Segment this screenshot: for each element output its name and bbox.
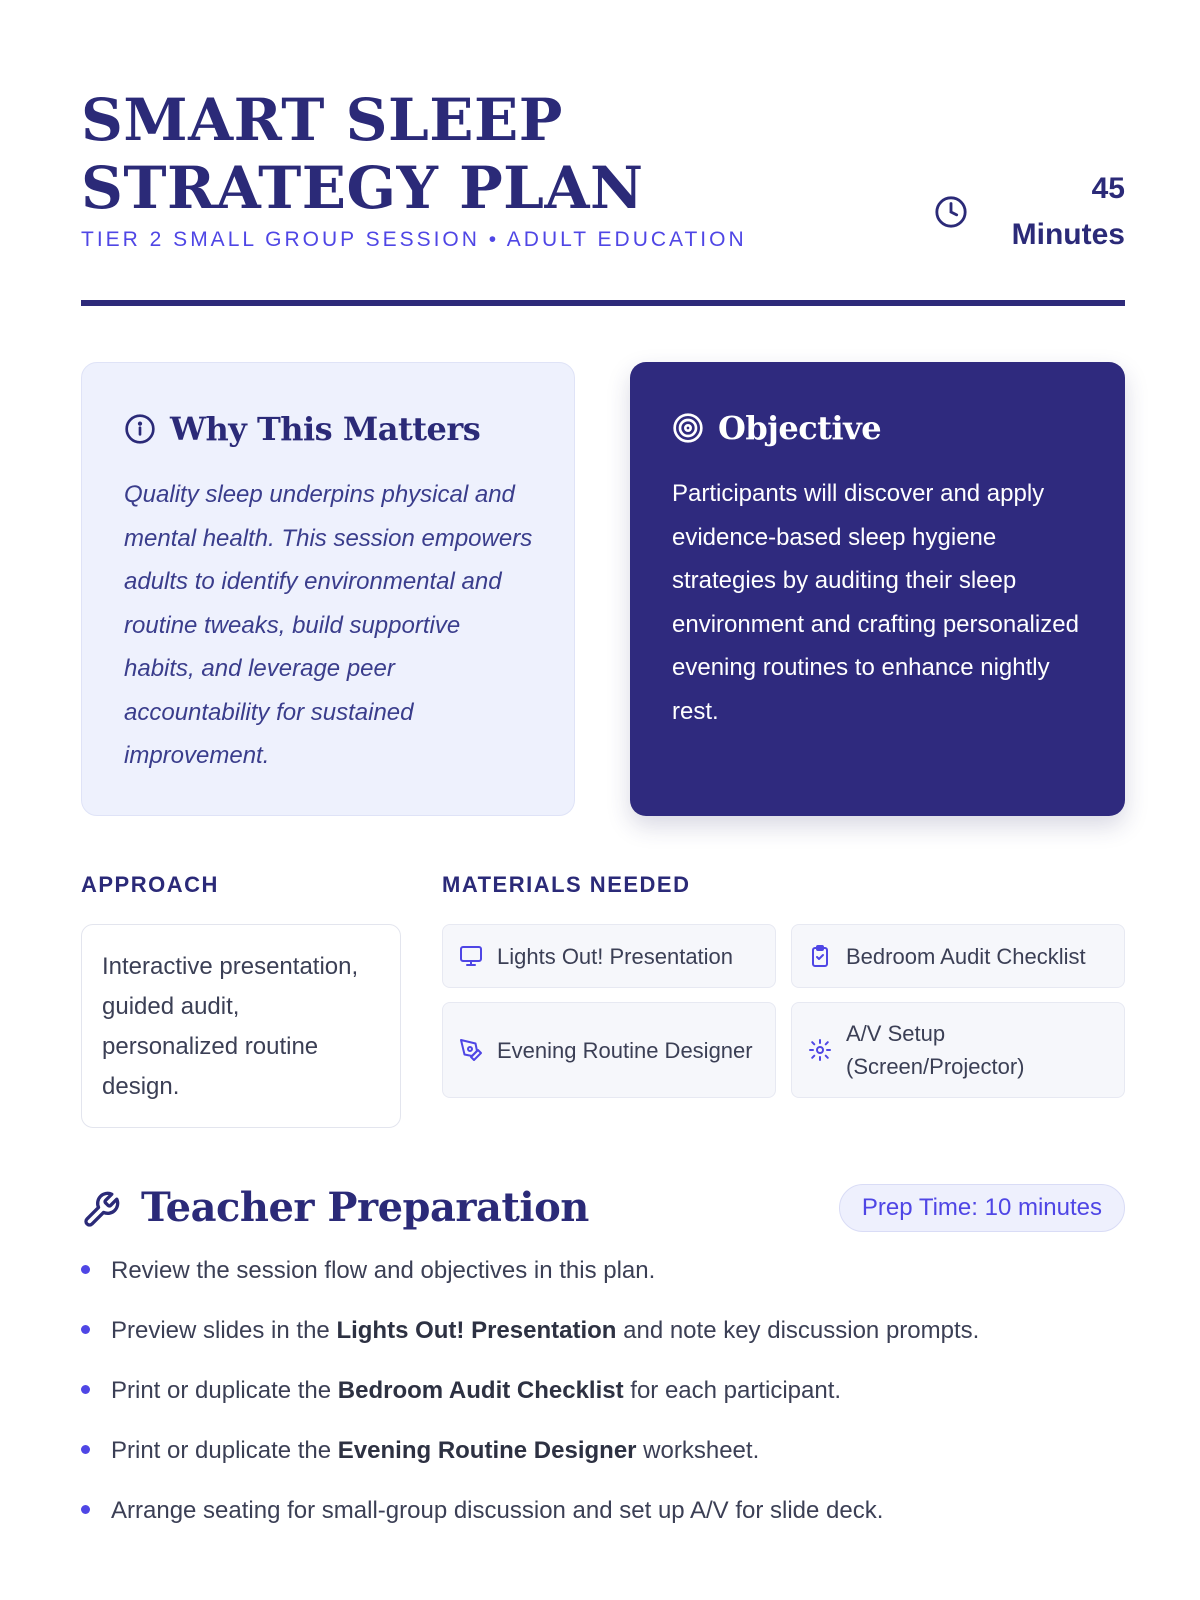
page-title: SMART SLEEP STRATEGY PLAN xyxy=(81,86,644,222)
objective-card xyxy=(630,362,1125,816)
list-item: Print or duplicate the Evening Routine Designer worksheet. xyxy=(81,1434,1125,1494)
clock-icon xyxy=(934,195,968,229)
material-label: A/V Setup (Screen/Projector) xyxy=(846,1021,1025,1079)
monitor-icon xyxy=(459,944,483,968)
list-item: Arrange seating for small-group discussion and set up A/V for slide deck. xyxy=(81,1494,1125,1554)
info-icon xyxy=(124,413,156,445)
material-label: Lights Out! Presentation xyxy=(497,943,734,969)
clipboard-check-icon xyxy=(808,944,832,968)
lesson-plan-page xyxy=(81,0,1125,1600)
objective-body: Participants will discover and apply evidence-based sleep hygiene strategies by auditing their sleep environment and crafting personalized evening routines to enhance nightly rest. xyxy=(672,480,1079,725)
gear-icon xyxy=(808,1038,832,1062)
material-item xyxy=(791,1002,1125,1098)
duration-value: 45 xyxy=(1091,172,1125,205)
material-label: Evening Routine Designer xyxy=(497,1037,753,1063)
material-label: Bedroom Audit Checklist xyxy=(846,943,1086,969)
material-item xyxy=(791,924,1125,988)
header xyxy=(81,86,1125,306)
teacher-prep-heading: Teacher Preparation xyxy=(141,1184,589,1231)
bullet-icon xyxy=(81,1385,90,1394)
bullet-icon xyxy=(81,1325,90,1334)
approach-label: APPROACH xyxy=(81,872,219,897)
duration-unit: Minutes xyxy=(1011,218,1125,251)
material-item xyxy=(442,1002,776,1098)
why-heading: Why This Matters xyxy=(170,410,481,448)
list-item: Review the session flow and objectives in this plan. xyxy=(81,1254,1125,1314)
teacher-prep-header xyxy=(81,1180,1125,1240)
why-body: Quality sleep underpins physical and mental health. This session empowers adults to identify environmental and routine tweaks, build supportive habits, and leverage peer accountability for sustained improvement. xyxy=(124,481,533,769)
bullet-icon xyxy=(81,1265,90,1274)
materials-label: MATERIALS NEEDED xyxy=(442,872,691,897)
why-this-matters-card xyxy=(81,362,575,816)
header-divider xyxy=(81,300,1125,306)
objective-heading: Objective xyxy=(718,409,882,447)
approach-box: Interactive presentation, guided audit, personalized routine design. xyxy=(81,924,401,1128)
material-item xyxy=(442,924,776,988)
list-item: Print or duplicate the Bedroom Audit Checklist for each participant. xyxy=(81,1374,1125,1434)
wrench-icon xyxy=(81,1190,121,1230)
pen-tool-icon xyxy=(459,1038,483,1062)
prep-checklist xyxy=(81,1254,1125,1554)
session-duration xyxy=(934,170,1125,254)
page-subtitle: TIER 2 SMALL GROUP SESSION • ADULT EDUCATION xyxy=(81,228,747,251)
bullet-icon xyxy=(81,1505,90,1514)
bullet-icon xyxy=(81,1445,90,1454)
prep-time-badge: Prep Time: 10 minutes xyxy=(839,1184,1125,1232)
list-item: Preview slides in the Lights Out! Presentation and note key discussion prompts. xyxy=(81,1314,1125,1374)
target-icon xyxy=(672,412,704,444)
